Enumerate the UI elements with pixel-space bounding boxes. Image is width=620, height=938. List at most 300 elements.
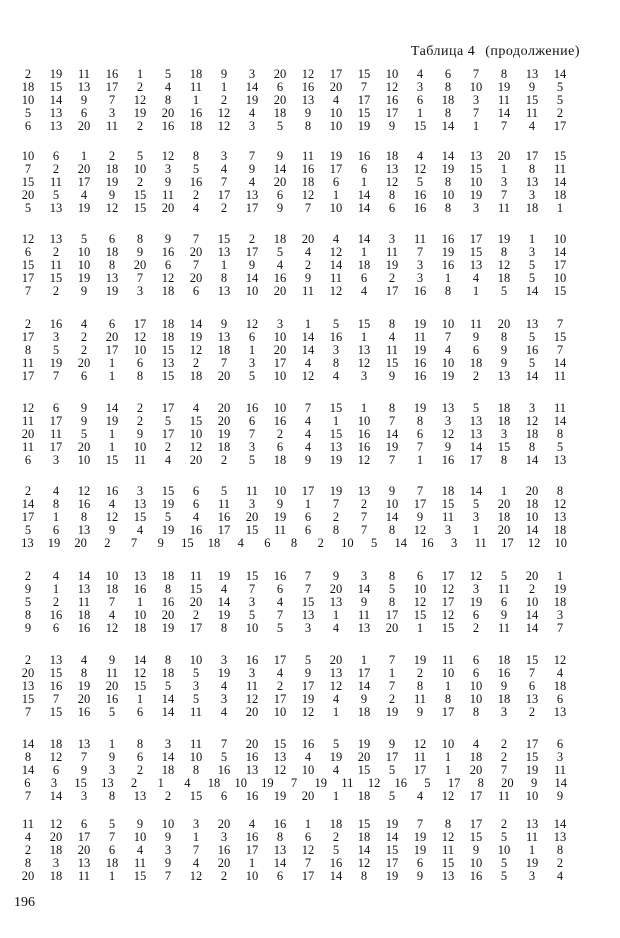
table-cell: 19 bbox=[245, 93, 259, 107]
number-block bbox=[14, 402, 574, 467]
table-cell: 18 bbox=[207, 536, 221, 550]
table-cell: 18 bbox=[497, 414, 511, 428]
table-cell: 20 bbox=[217, 414, 231, 428]
table-cell: 20 bbox=[497, 497, 511, 511]
table-cell: 4 bbox=[304, 414, 312, 428]
table-cell: 4 bbox=[276, 595, 284, 609]
table-cell: 6 bbox=[24, 453, 32, 467]
table-cell: 13 bbox=[497, 369, 511, 383]
table-cell: 12 bbox=[301, 705, 315, 719]
table-cell: 9 bbox=[24, 582, 32, 596]
table-cell: 7 bbox=[24, 162, 32, 176]
table-cell: 19 bbox=[314, 776, 327, 790]
table-cell: 7 bbox=[192, 258, 200, 272]
table-cell: 10 bbox=[21, 93, 35, 107]
table-cell: 14 bbox=[273, 856, 287, 870]
table-cell: 4 bbox=[220, 705, 228, 719]
table-cell: 19 bbox=[77, 201, 91, 215]
table-row bbox=[14, 537, 574, 550]
table-cell: 8 bbox=[220, 621, 228, 635]
table-cell: 10 bbox=[273, 369, 287, 383]
table-cell: 9 bbox=[388, 369, 396, 383]
table-cell: 7 bbox=[304, 569, 312, 583]
table-cell: 4 bbox=[192, 201, 200, 215]
table-cell: 15 bbox=[329, 427, 343, 441]
table-cell: 1 bbox=[556, 201, 564, 215]
number-block bbox=[14, 818, 574, 883]
table-cell: 8 bbox=[164, 582, 172, 596]
table-cell: 14 bbox=[553, 67, 567, 81]
table-cell: 18 bbox=[49, 843, 63, 857]
table-cell: 14 bbox=[49, 789, 63, 803]
table-cell: 1 bbox=[556, 569, 564, 583]
table-cell: 9 bbox=[304, 453, 312, 467]
table-cell: 7 bbox=[500, 763, 508, 777]
table-cell: 12 bbox=[413, 595, 427, 609]
number-block bbox=[14, 150, 574, 215]
table-cell: 17 bbox=[301, 679, 315, 693]
table-cell: 1 bbox=[136, 595, 144, 609]
table-cell: 9 bbox=[276, 149, 284, 163]
table-cell: 6 bbox=[276, 869, 284, 883]
table-cell: 5 bbox=[472, 401, 480, 415]
table-cell: 15 bbox=[133, 188, 147, 202]
table-cell: 17 bbox=[161, 427, 175, 441]
table-cell: 5 bbox=[164, 679, 172, 693]
table-cell: 1 bbox=[332, 705, 340, 719]
table-cell: 13 bbox=[49, 653, 63, 667]
table-cell: 1 bbox=[192, 93, 200, 107]
table-cell: 12 bbox=[413, 162, 427, 176]
table-cell: 14 bbox=[301, 330, 315, 344]
table-cell: 3 bbox=[192, 679, 200, 693]
table-cell: 3 bbox=[360, 569, 368, 583]
table-cell: 15 bbox=[133, 510, 147, 524]
table-cell: 14 bbox=[525, 284, 539, 298]
table-cell: 8 bbox=[444, 175, 452, 189]
table-cell: 7 bbox=[192, 232, 200, 246]
table-cell: 11 bbox=[21, 414, 35, 428]
table-cell: 1 bbox=[248, 856, 256, 870]
table-cell: 12 bbox=[367, 776, 381, 790]
table-cell: 7 bbox=[248, 582, 256, 596]
table-cell: 10 bbox=[273, 484, 287, 498]
table-cell: 14 bbox=[301, 343, 315, 357]
table-cell: 11 bbox=[525, 830, 539, 844]
table-cell: 5 bbox=[500, 284, 508, 298]
table-cell: 9 bbox=[136, 245, 144, 259]
table-cell: 8 bbox=[24, 343, 32, 357]
table-cell: 12 bbox=[441, 608, 455, 622]
table-cell: 4 bbox=[248, 817, 256, 831]
table-cell: 10 bbox=[133, 608, 147, 622]
table-cell: 12 bbox=[77, 484, 91, 498]
table-row bbox=[14, 233, 574, 246]
table-cell: 15 bbox=[469, 245, 483, 259]
table-cell: 15 bbox=[189, 414, 203, 428]
table-cell: 7 bbox=[24, 705, 32, 719]
table-cell: 15 bbox=[189, 789, 203, 803]
table-cell: 12 bbox=[105, 621, 119, 635]
table-cell: 14 bbox=[161, 692, 175, 706]
table-cell: 13 bbox=[273, 750, 287, 764]
table-cell: 11 bbox=[189, 80, 203, 94]
table-cell: 7 bbox=[500, 188, 508, 202]
table-cell: 6 bbox=[556, 737, 564, 751]
table-cell: 6 bbox=[556, 692, 564, 706]
table-cell: 8 bbox=[304, 119, 312, 133]
table-cell: 14 bbox=[49, 93, 63, 107]
table-cell: 8 bbox=[136, 737, 144, 751]
table-cell: 2 bbox=[528, 705, 536, 719]
table-cell: 8 bbox=[136, 232, 144, 246]
table-cell: 5 bbox=[220, 484, 228, 498]
table-cell: 15 bbox=[357, 763, 371, 777]
table-row bbox=[14, 667, 574, 680]
table-cell: 14 bbox=[357, 582, 371, 596]
table-cell: 9 bbox=[304, 271, 312, 285]
table-cell: 11 bbox=[105, 119, 119, 133]
table-cell: 4 bbox=[304, 440, 312, 454]
table-cell: 9 bbox=[416, 869, 424, 883]
table-cell: 3 bbox=[220, 149, 228, 163]
table-cell: 19 bbox=[217, 427, 231, 441]
table-cell: 3 bbox=[136, 284, 144, 298]
table-header bbox=[411, 44, 580, 60]
table-cell: 5 bbox=[528, 271, 536, 285]
table-row bbox=[14, 81, 574, 94]
table-cell: 17 bbox=[329, 67, 343, 81]
table-cell: 1 bbox=[108, 356, 116, 370]
table-cell: 19 bbox=[161, 497, 175, 511]
table-cell: 11 bbox=[441, 653, 455, 667]
table-cell: 19 bbox=[357, 119, 371, 133]
table-cell: 18 bbox=[525, 497, 539, 511]
table-cell: 5 bbox=[248, 369, 256, 383]
table-cell: 7 bbox=[304, 201, 312, 215]
table-cell: 17 bbox=[441, 705, 455, 719]
table-cell: 7 bbox=[556, 621, 564, 635]
table-cell: 15 bbox=[525, 750, 539, 764]
table-cell: 14 bbox=[554, 776, 568, 790]
table-cell: 17 bbox=[553, 258, 567, 272]
table-cell: 13 bbox=[357, 343, 371, 357]
table-cell: 9 bbox=[164, 232, 172, 246]
table-row bbox=[14, 402, 574, 415]
table-cell: 3 bbox=[444, 414, 452, 428]
table-cell: 16 bbox=[301, 737, 315, 751]
table-cell: 11 bbox=[413, 330, 427, 344]
table-cell: 10 bbox=[133, 162, 147, 176]
table-cell: 15 bbox=[189, 582, 203, 596]
table-cell: 16 bbox=[441, 258, 455, 272]
table-cell: 6 bbox=[108, 843, 116, 857]
table-cell: 15 bbox=[469, 162, 483, 176]
table-cell: 11 bbox=[133, 856, 147, 870]
table-cell: 10 bbox=[189, 653, 203, 667]
table-cell: 18 bbox=[273, 232, 287, 246]
table-cell: 19 bbox=[47, 536, 61, 550]
table-cell: 4 bbox=[136, 843, 144, 857]
table-cell: 3 bbox=[500, 427, 508, 441]
table-cell: 17 bbox=[49, 414, 63, 428]
table-cell: 17 bbox=[21, 330, 35, 344]
table-cell: 12 bbox=[357, 356, 371, 370]
table-cell: 13 bbox=[385, 162, 399, 176]
table-cell: 5 bbox=[556, 440, 564, 454]
table-cell: 17 bbox=[217, 188, 231, 202]
table-cell: 18 bbox=[161, 569, 175, 583]
table-cell: 6 bbox=[80, 817, 88, 831]
table-cell: 16 bbox=[161, 119, 175, 133]
table-cell: 9 bbox=[500, 679, 508, 693]
table-cell: 20 bbox=[189, 245, 203, 259]
table-cell: 9 bbox=[500, 608, 508, 622]
table-cell: 2 bbox=[332, 510, 340, 524]
table-cell: 2 bbox=[220, 93, 228, 107]
table-cell: 16 bbox=[469, 869, 483, 883]
table-cell: 11 bbox=[245, 679, 259, 693]
table-row bbox=[14, 189, 574, 202]
table-cell: 10 bbox=[497, 843, 511, 857]
table-cell: 9 bbox=[472, 330, 480, 344]
table-cell: 4 bbox=[192, 510, 200, 524]
table-cell: 1 bbox=[472, 284, 480, 298]
table-cell: 7 bbox=[130, 536, 138, 550]
table-cell: 7 bbox=[388, 453, 396, 467]
table-cell: 18 bbox=[105, 856, 119, 870]
table-cell: 2 bbox=[52, 162, 60, 176]
table-cell: 11 bbox=[525, 106, 539, 120]
table-cell: 13 bbox=[329, 666, 343, 680]
table-cell: 13 bbox=[77, 737, 91, 751]
table-cell: 8 bbox=[24, 750, 32, 764]
table-cell: 11 bbox=[553, 162, 567, 176]
table-row bbox=[14, 415, 574, 428]
table-cell: 6 bbox=[24, 245, 32, 259]
table-cell: 7 bbox=[304, 856, 312, 870]
table-cell: 20 bbox=[245, 737, 259, 751]
table-cell: 15 bbox=[21, 258, 35, 272]
table-cell: 10 bbox=[133, 830, 147, 844]
table-row bbox=[14, 777, 574, 790]
table-cell: 18 bbox=[189, 119, 203, 133]
table-cell: 18 bbox=[189, 67, 203, 81]
table-row bbox=[14, 485, 574, 498]
table-cell: 12 bbox=[49, 817, 63, 831]
table-cell: 2 bbox=[220, 869, 228, 883]
table-cell: 3 bbox=[136, 484, 144, 498]
table-cell: 19 bbox=[49, 67, 63, 81]
table-cell: 14 bbox=[245, 271, 259, 285]
table-cell: 5 bbox=[108, 817, 116, 831]
table-cell: 6 bbox=[444, 67, 452, 81]
table-cell: 2 bbox=[416, 666, 424, 680]
table-cell: 13 bbox=[133, 497, 147, 511]
table-cell: 6 bbox=[472, 343, 480, 357]
table-cell: 20 bbox=[469, 763, 483, 777]
table-cell: 1 bbox=[444, 679, 452, 693]
table-cell: 15 bbox=[217, 232, 231, 246]
table-cell: 12 bbox=[357, 453, 371, 467]
table-cell: 6 bbox=[220, 789, 228, 803]
table-cell: 5 bbox=[80, 232, 88, 246]
table-cell: 5 bbox=[192, 162, 200, 176]
table-cell: 16 bbox=[441, 232, 455, 246]
table-cell: 10 bbox=[469, 679, 483, 693]
table-cell: 2 bbox=[104, 536, 111, 550]
table-cell: 12 bbox=[273, 763, 287, 777]
table-cell: 6 bbox=[416, 427, 424, 441]
table-cell: 16 bbox=[217, 763, 231, 777]
table-cell: 7 bbox=[192, 843, 200, 857]
table-cell: 20 bbox=[525, 569, 539, 583]
table-cell: 1 bbox=[444, 750, 452, 764]
table-cell: 6 bbox=[108, 317, 116, 331]
table-cell: 2 bbox=[24, 653, 32, 667]
table-cell: 19 bbox=[217, 608, 231, 622]
table-cell: 17 bbox=[329, 162, 343, 176]
table-row bbox=[14, 428, 574, 441]
table-cell: 7 bbox=[556, 317, 564, 331]
table-cell: 14 bbox=[497, 106, 511, 120]
table-cell: 12 bbox=[301, 369, 315, 383]
table-cell: 7 bbox=[472, 106, 480, 120]
table-cell: 19 bbox=[273, 789, 287, 803]
table-cell: 9 bbox=[388, 737, 396, 751]
table-cell: 1 bbox=[472, 119, 480, 133]
table-cell: 18 bbox=[497, 692, 511, 706]
table-cell: 20 bbox=[273, 67, 287, 81]
table-row bbox=[14, 622, 574, 635]
table-cell: 3 bbox=[528, 401, 536, 415]
table-cell: 16 bbox=[329, 856, 343, 870]
table-cell: 11 bbox=[385, 343, 399, 357]
number-block bbox=[14, 318, 574, 383]
table-row bbox=[14, 107, 574, 120]
table-cell: 5 bbox=[556, 93, 564, 107]
table-cell: 7 bbox=[472, 67, 480, 81]
table-row bbox=[14, 176, 574, 189]
table-cell: 16 bbox=[413, 201, 427, 215]
table-cell: 17 bbox=[77, 830, 91, 844]
table-cell: 3 bbox=[528, 245, 536, 259]
table-cell: 20 bbox=[189, 595, 203, 609]
table-cell: 18 bbox=[553, 188, 567, 202]
table-cell: 10 bbox=[413, 582, 427, 596]
table-cell: 17 bbox=[301, 869, 315, 883]
table-cell: 18 bbox=[217, 440, 231, 454]
table-cell: 16 bbox=[301, 162, 315, 176]
table-cell: 2 bbox=[276, 427, 284, 441]
table-cell: 11 bbox=[497, 789, 511, 803]
table-cell: 7 bbox=[388, 414, 396, 428]
table-cell: 19 bbox=[49, 356, 63, 370]
table-cell: 8 bbox=[220, 271, 228, 285]
table-cell: 19 bbox=[413, 843, 427, 857]
table-cell: 1 bbox=[416, 621, 424, 635]
table-cell: 14 bbox=[357, 843, 371, 857]
table-title: Таблица 4 bbox=[410, 44, 476, 59]
table-cell: 17 bbox=[469, 817, 483, 831]
table-cell: 20 bbox=[273, 343, 287, 357]
table-cell: 6 bbox=[360, 162, 368, 176]
table-cell: 11 bbox=[385, 245, 399, 259]
table-cell: 1 bbox=[528, 843, 536, 857]
table-cell: 8 bbox=[444, 106, 452, 120]
table-cell: 7 bbox=[360, 523, 368, 537]
table-cell: 3 bbox=[52, 453, 60, 467]
table-cell: 4 bbox=[332, 369, 340, 383]
table-cell: 14 bbox=[441, 149, 455, 163]
table-cell: 5 bbox=[136, 149, 144, 163]
table-cell: 1 bbox=[444, 763, 452, 777]
table-cell: 14 bbox=[329, 869, 343, 883]
table-cell: 10 bbox=[441, 666, 455, 680]
table-cell: 1 bbox=[360, 245, 368, 259]
table-cell: 1 bbox=[332, 188, 340, 202]
table-cell: 18 bbox=[301, 175, 315, 189]
table-cell: 2 bbox=[332, 830, 340, 844]
table-cell: 18 bbox=[329, 817, 343, 831]
table-cell: 13 bbox=[21, 679, 35, 693]
table-row bbox=[14, 370, 574, 383]
table-cell: 13 bbox=[525, 67, 539, 81]
table-cell: 5 bbox=[192, 666, 200, 680]
table-cell: 1 bbox=[157, 776, 164, 790]
table-cell: 3 bbox=[556, 608, 564, 622]
table-cell: 20 bbox=[133, 258, 147, 272]
table-row bbox=[14, 441, 574, 454]
table-cell: 20 bbox=[21, 869, 35, 883]
table-cell: 14 bbox=[357, 188, 371, 202]
table-cell: 18 bbox=[469, 750, 483, 764]
table-cell: 14 bbox=[553, 356, 567, 370]
table-cell: 4 bbox=[444, 343, 452, 357]
table-cell: 14 bbox=[553, 245, 567, 259]
table-cell: 10 bbox=[105, 569, 119, 583]
table-cell: 14 bbox=[385, 510, 399, 524]
table-cell: 19 bbox=[329, 149, 343, 163]
table-cell: 18 bbox=[357, 830, 371, 844]
table-row bbox=[14, 609, 574, 622]
table-cell: 11 bbox=[273, 523, 287, 537]
table-cell: 15 bbox=[245, 569, 259, 583]
table-cell: 15 bbox=[357, 67, 371, 81]
table-cell: 8 bbox=[276, 830, 284, 844]
table-cell: 13 bbox=[77, 80, 91, 94]
table-cell: 7 bbox=[388, 679, 396, 693]
table-cell: 10 bbox=[553, 232, 567, 246]
table-cell: 16 bbox=[77, 705, 91, 719]
table-cell: 7 bbox=[108, 595, 116, 609]
table-cell: 15 bbox=[441, 856, 455, 870]
table-cell: 13 bbox=[329, 595, 343, 609]
table-cell: 6 bbox=[416, 93, 424, 107]
table-cell: 19 bbox=[385, 869, 399, 883]
table-cell: 16 bbox=[245, 750, 259, 764]
table-cell: 6 bbox=[276, 80, 284, 94]
table-cell: 1 bbox=[52, 510, 60, 524]
table-cell: 3 bbox=[528, 869, 536, 883]
table-cell: 7 bbox=[332, 497, 340, 511]
table-cell: 5 bbox=[276, 119, 284, 133]
table-cell: 19 bbox=[161, 523, 175, 537]
table-cell: 11 bbox=[341, 776, 354, 790]
table-cell: 18 bbox=[497, 401, 511, 415]
table-cell: 7 bbox=[220, 175, 228, 189]
table-cell: 11 bbox=[49, 427, 63, 441]
